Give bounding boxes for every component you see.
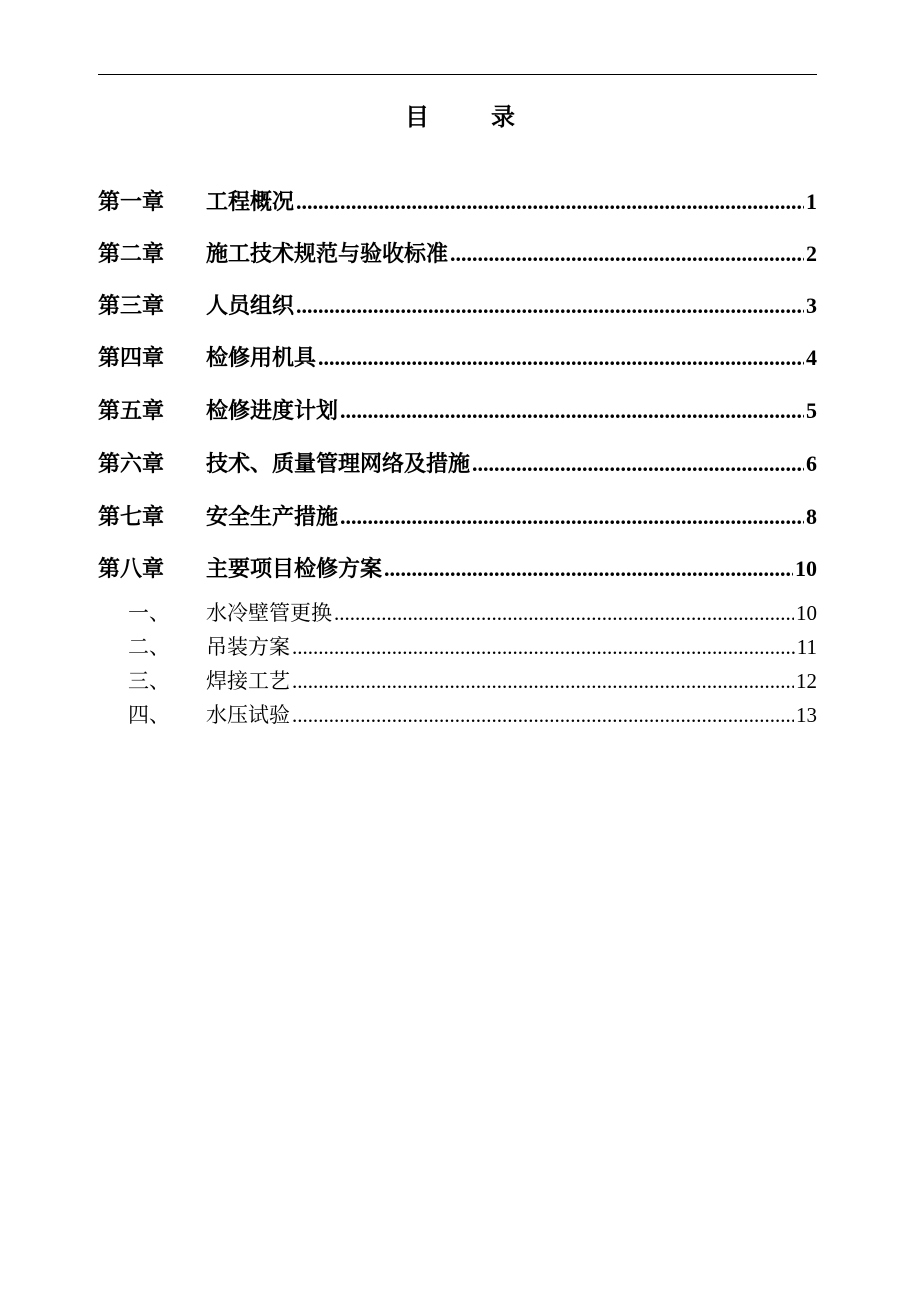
toc-subentry-number: 三、 — [128, 669, 170, 693]
toc-entry-chapter-3[interactable] — [98, 289, 817, 323]
toc-subentry-1[interactable] — [98, 598, 817, 628]
toc-dot-leader — [292, 700, 794, 730]
toc-entry-number: 第八章 — [98, 557, 165, 582]
toc-entry-label: 施工技术规范与验收标准 — [206, 242, 449, 267]
toc-entry-page: 6 — [806, 451, 817, 476]
toc-entry-label: 技术、质量管理网络及措施 — [206, 452, 471, 477]
toc-entry-page: 2 — [806, 241, 817, 266]
toc-dot-leader — [318, 341, 804, 375]
toc-dot-leader — [292, 632, 795, 662]
toc-subentry-label: 焊接工艺 — [206, 669, 290, 693]
toc-entry-page: 8 — [806, 504, 817, 529]
toc-dot-leader — [340, 500, 804, 534]
toc-dot-leader — [292, 666, 794, 696]
toc-dot-leader — [334, 598, 794, 628]
toc-entry-page: 4 — [806, 345, 817, 370]
toc-entry-chapter-1[interactable] — [98, 185, 817, 219]
toc-entry-number: 第一章 — [98, 190, 165, 215]
toc-entry-number: 第五章 — [98, 399, 165, 424]
toc-subentry-number: 四、 — [128, 703, 170, 727]
toc-subentry-3[interactable] — [98, 666, 817, 696]
toc-entry-number: 第七章 — [98, 505, 165, 530]
toc-entry-page: 5 — [806, 398, 817, 423]
toc-entry-chapter-5[interactable] — [98, 394, 817, 428]
toc-subentry-2[interactable] — [98, 632, 817, 662]
toc-title: 目录 — [405, 103, 577, 131]
toc-subentry-page: 10 — [796, 601, 817, 625]
toc-dot-leader — [296, 289, 804, 323]
toc-entry-chapter-6[interactable] — [98, 447, 817, 481]
toc-entry-label: 检修用机具 — [206, 346, 317, 371]
toc-entry-number: 第三章 — [98, 294, 165, 319]
toc-entry-chapter-7[interactable] — [98, 500, 817, 534]
toc-entry-label: 工程概况 — [206, 190, 295, 215]
toc-entry-chapter-2[interactable] — [98, 237, 817, 271]
toc-dot-leader — [384, 552, 793, 586]
toc-entry-chapter-4[interactable] — [98, 341, 817, 375]
toc-entry-number: 第二章 — [98, 242, 165, 267]
toc-entry-chapter-8[interactable] — [98, 552, 817, 586]
toc-subentry-label: 吊装方案 — [206, 635, 290, 659]
toc-subentry-label: 水冷壁管更换 — [206, 601, 332, 625]
toc-entry-label: 主要项目检修方案 — [206, 557, 383, 582]
toc-subentry-label: 水压试验 — [206, 703, 290, 727]
toc-subentry-page: 11 — [796, 635, 817, 659]
toc-subentry-4[interactable] — [98, 700, 817, 730]
toc-subentry-page: 12 — [796, 669, 817, 693]
toc-entry-label: 人员组织 — [206, 294, 295, 319]
toc-dot-leader — [340, 394, 804, 428]
toc-subentry-number: 二、 — [128, 635, 170, 659]
header-rule — [98, 74, 817, 75]
toc-entry-number: 第四章 — [98, 346, 165, 371]
toc-subentry-page: 13 — [796, 703, 817, 727]
toc-dot-leader — [450, 237, 804, 271]
toc-dot-leader — [296, 185, 804, 219]
toc-entry-page: 10 — [795, 556, 817, 581]
toc-entry-page: 1 — [806, 189, 817, 214]
toc-entry-page: 3 — [806, 293, 817, 318]
toc-entry-number: 第六章 — [98, 452, 165, 477]
toc-subentry-number: 一、 — [128, 601, 170, 625]
toc-dot-leader — [472, 447, 804, 481]
toc-entry-label: 检修进度计划 — [206, 399, 339, 424]
toc-entry-label: 安全生产措施 — [206, 505, 339, 530]
